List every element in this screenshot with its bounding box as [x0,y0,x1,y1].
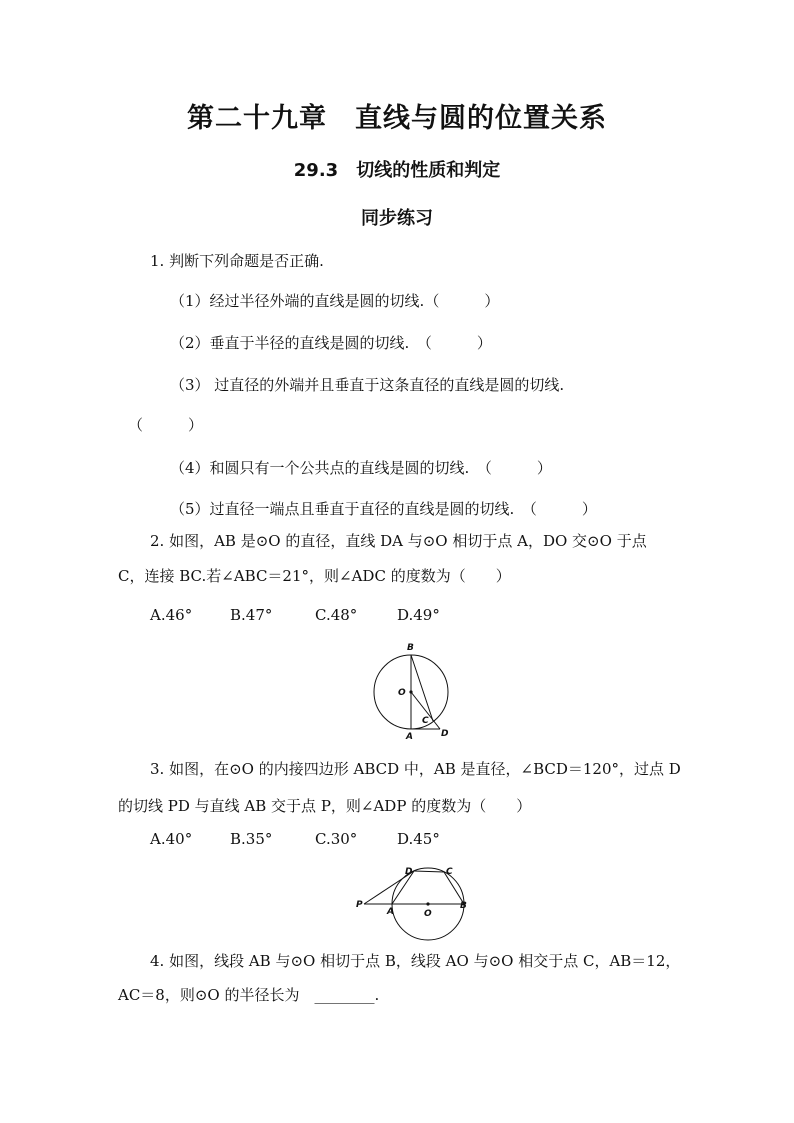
q3-text-line2: 的切线 PD 与直线 AB 交于点 P，则∠ADP 的度数为（ ） [118,797,532,815]
q2-text-line1: 2. 如图，AB 是⊙O 的直径，直线 DA 与⊙O 相切于点 A，DO 交⊙O 于点 [150,532,647,550]
q2-label-a: A [406,732,413,742]
q3-figure [350,862,480,946]
q3-label-d: D [405,867,413,877]
q3-options [150,830,440,848]
exercise-label: 同步练习 [361,208,433,229]
q3-option-d: D.45° [397,830,440,848]
section-title: 29.3 切线的性质和判定 [293,160,501,181]
chapter-title: 第二十九章 直线与圆的位置关系 [187,103,607,134]
q2-options [150,606,440,624]
q3-label-a: A [387,907,394,917]
q1-item-2: （2）垂直于半径的直线是圆的切线. （ ） [170,334,492,352]
q2-text-line2: C，连接 BC.若∠ABC＝21°，则∠ADC 的度数为（ ） [118,567,511,585]
q3-label-o: O [424,909,432,919]
q3-label-p: P [356,900,363,910]
q2-figure [360,638,460,742]
q3-option-b: B.35° [230,830,273,848]
q2-option-a: A.46° [150,606,193,624]
q2-label-d: D [441,729,449,739]
q3-text-line1: 3. 如图，在⊙O 的内接四边形 ABCD 中，AB 是直径，∠BCD＝120°，过点 D [150,760,681,778]
q1-stem: 1. 判断下列命题是否正确. [150,252,324,270]
q1-item-5: （5）过直径一端点且垂直于直径的直线是圆的切线. （ ） [170,500,597,518]
q3-label-b: B [460,901,467,911]
q1-item-1: （1）经过半径外端的直线是圆的切线.（ ） [170,292,500,310]
q2-label-b: B [407,643,414,653]
q3-label-c: C [446,867,453,877]
q2-label-o: O [398,688,406,698]
q1-item-4: （4）和圆只有一个公共点的直线是圆的切线. （ ） [170,459,552,477]
q2-option-d: D.49° [397,606,440,624]
q2-option-b: B.47° [230,606,273,624]
q2-option-c: C.48° [315,606,358,624]
q1-item-3: （3） 过直径的外端并且垂直于这条直径的直线是圆的切线. [170,376,565,394]
q3-option-a: A.40° [150,830,193,848]
q1-item-3-blank: （ ） [128,416,204,434]
q3-option-c: C.30° [315,830,358,848]
q2-label-c: C [422,716,429,726]
q4-text-line2: AC＝8，则⊙O 的半径长为 ________. [118,986,380,1004]
q4-text-line1: 4. 如图，线段 AB 与⊙O 相切于点 B，线段 AO 与⊙O 相交于点 C，AB＝12， [150,952,681,970]
